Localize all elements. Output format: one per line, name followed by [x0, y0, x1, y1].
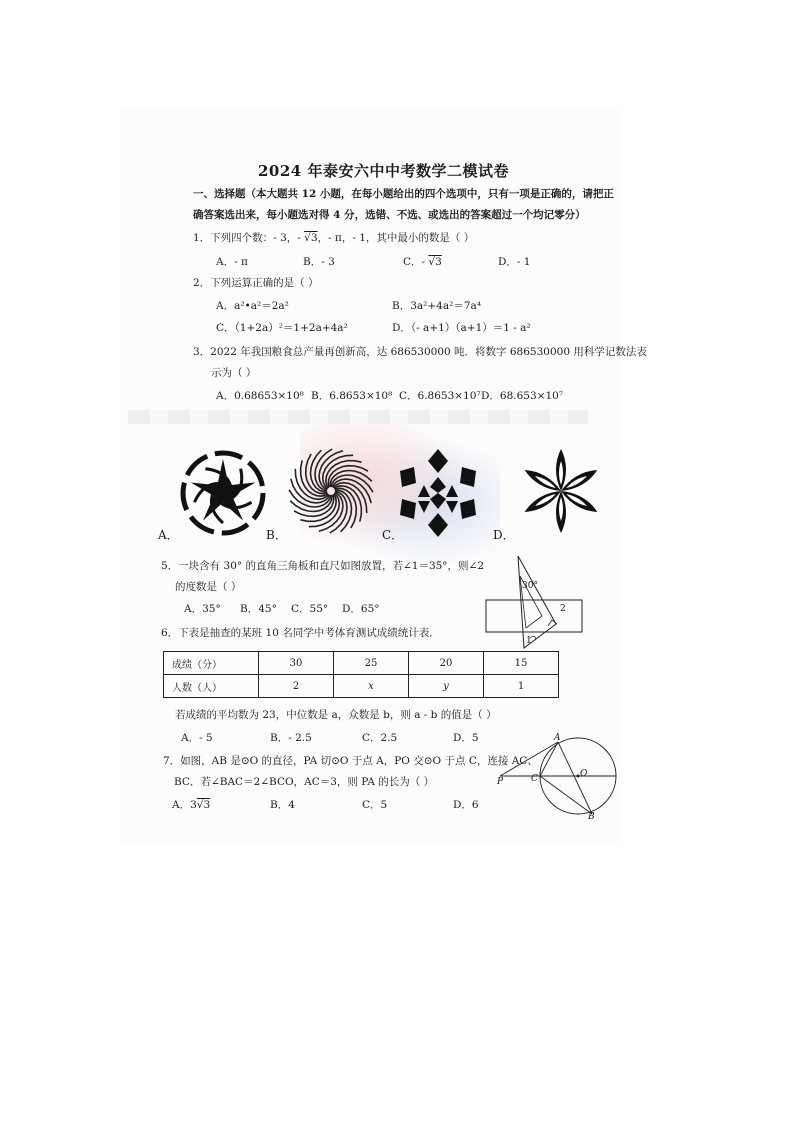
sqrt-icon: √: [196, 799, 204, 811]
q3-stem-line2: 示为（ ）: [211, 367, 257, 379]
table-header-count: 人数（人）: [164, 675, 259, 698]
table-cell: x: [334, 675, 409, 698]
figure-b-spiral: [286, 446, 376, 536]
q5-fig-angle30: 30°: [522, 581, 538, 591]
q7-fig-point-p: P: [497, 777, 504, 787]
q1-option-b[interactable]: B．- 3: [303, 256, 335, 268]
q7-option-d[interactable]: D．6: [453, 799, 479, 811]
q6-option-b[interactable]: B．- 2.5: [270, 732, 312, 744]
q5-option-b[interactable]: B．45°: [240, 603, 277, 615]
q5-stem-line1: 5．一块含有 30° 的直角三角板和直尺如图放置，若∠1＝35°，则∠2: [161, 560, 485, 572]
section-heading-line1: 一、选择题（本大题共 12 小题，在每小题给出的四个选项中，只有一项是正确的，请把正: [193, 188, 614, 200]
q6-option-a[interactable]: A．- 5: [181, 732, 213, 744]
q6-stem: 6．下表是抽查的某班 10 名同学中考体育测试成绩统计表．: [161, 627, 440, 639]
q5-option-a[interactable]: A．35°: [184, 603, 221, 615]
table-cell: 15: [484, 652, 559, 675]
q7-option-b[interactable]: B．4: [270, 799, 295, 811]
q6-option-c[interactable]: C．2.5: [362, 732, 398, 744]
q1-sqrt: √3: [304, 232, 318, 244]
figure-a-flower-in-ring: [178, 448, 268, 538]
q5-fig-label1: 1: [526, 636, 532, 646]
table-cell: 25: [334, 652, 409, 675]
q2-option-c[interactable]: C．（1+2a）²＝1+2a+4a²: [216, 322, 348, 334]
q1-stem: [193, 231, 474, 245]
q5-figure-ruler-triangle: [484, 554, 584, 650]
q7-fig-point-b: B: [588, 812, 595, 822]
q7-fig-point-o: O: [580, 769, 588, 779]
q4-label-d[interactable]: D．: [493, 528, 515, 542]
q5-option-c[interactable]: C．55°: [291, 603, 329, 615]
scan-artifact-strip: [128, 410, 588, 424]
q1-stem-b: ，- π，- 1，其中最小的数是（ ）: [317, 232, 475, 244]
table-row: [164, 675, 559, 698]
q7-stem-line2: BC．若∠BAC＝2∠BCO，AC＝3，则 PA 的长为（ ）: [174, 776, 435, 788]
q6-score-table: [163, 651, 559, 698]
table-cell: y: [409, 675, 484, 698]
sqrt-icon: √: [304, 232, 311, 244]
q6-stem-line2: 若成绩的平均数为 23，中位数是 a，众数是 b，则 a - b 的值是（ ）: [175, 709, 497, 721]
q1-option-d[interactable]: D．- 1: [498, 256, 531, 268]
q3-option-b[interactable]: B．6.8653×10⁸: [311, 390, 393, 402]
q2-option-b[interactable]: B．3a²+4a²＝7a⁴: [392, 300, 481, 312]
sqrt-icon: √: [428, 256, 436, 268]
q1-option-a[interactable]: A．- π: [216, 256, 248, 268]
table-cell: 20: [409, 652, 484, 675]
q5-option-d[interactable]: D．65°: [342, 603, 380, 615]
q3-stem-line1: 3．2022 年我国粮食总产量再创新高，达 686530000 吨．将数字 686530000 用科学记数法表: [193, 346, 647, 358]
q1-option-c[interactable]: C．- √3: [403, 256, 442, 268]
table-cell: 1: [484, 675, 559, 698]
q6-option-d[interactable]: D．5: [453, 732, 479, 744]
q3-option-d[interactable]: D．68.653×10⁷: [481, 390, 564, 402]
figure-c-hexagon-pattern: [398, 446, 478, 540]
q1-stem-a: 1．下列四个数：- 3，-: [193, 232, 305, 244]
q2-option-a[interactable]: A．a²•a²＝2a²: [216, 300, 289, 312]
table-header-score: 成绩（分）: [164, 652, 259, 675]
table-row: [164, 652, 559, 675]
q3-option-c[interactable]: C．6.8653×10⁷: [399, 390, 481, 402]
exam-title: 2024 年泰安六中中考数学二模试卷: [258, 162, 509, 180]
q7-figure-circle: [496, 734, 620, 822]
section-heading-line2: 确答案选出来，每小题选对得 4 分，选错、不选、或选出的答案超过一个均记零分）: [193, 209, 586, 221]
q5-stem-line2: 的度数是（ ）: [175, 581, 242, 593]
table-cell: 2: [259, 675, 334, 698]
q4-label-c[interactable]: C．: [382, 528, 404, 542]
q7-option-c[interactable]: C．5: [362, 799, 388, 811]
q4-label-b[interactable]: B．: [266, 528, 287, 542]
q3-option-a[interactable]: A．0.68653×10⁸: [216, 390, 304, 402]
table-cell: 30: [259, 652, 334, 675]
q5-fig-label2: 2: [560, 604, 566, 614]
q2-option-d[interactable]: D．（- a+1）（a+1）＝1 - a²: [392, 322, 531, 334]
q7-stem-line1: 7．如图，AB 是⊙O 的直径，PA 切⊙O 于点 A，PO 交⊙O 于点 C，连接 AC、: [163, 755, 538, 767]
q7-option-a[interactable]: A．3√3: [172, 799, 211, 811]
q2-stem: 2．下列运算正确的是（ ）: [193, 277, 319, 289]
q7-fig-point-c: C: [531, 774, 538, 784]
q7-fig-point-a: A: [554, 733, 561, 743]
figure-d-six-petal-flower: [515, 446, 607, 536]
q4-label-a[interactable]: A．: [158, 528, 179, 542]
